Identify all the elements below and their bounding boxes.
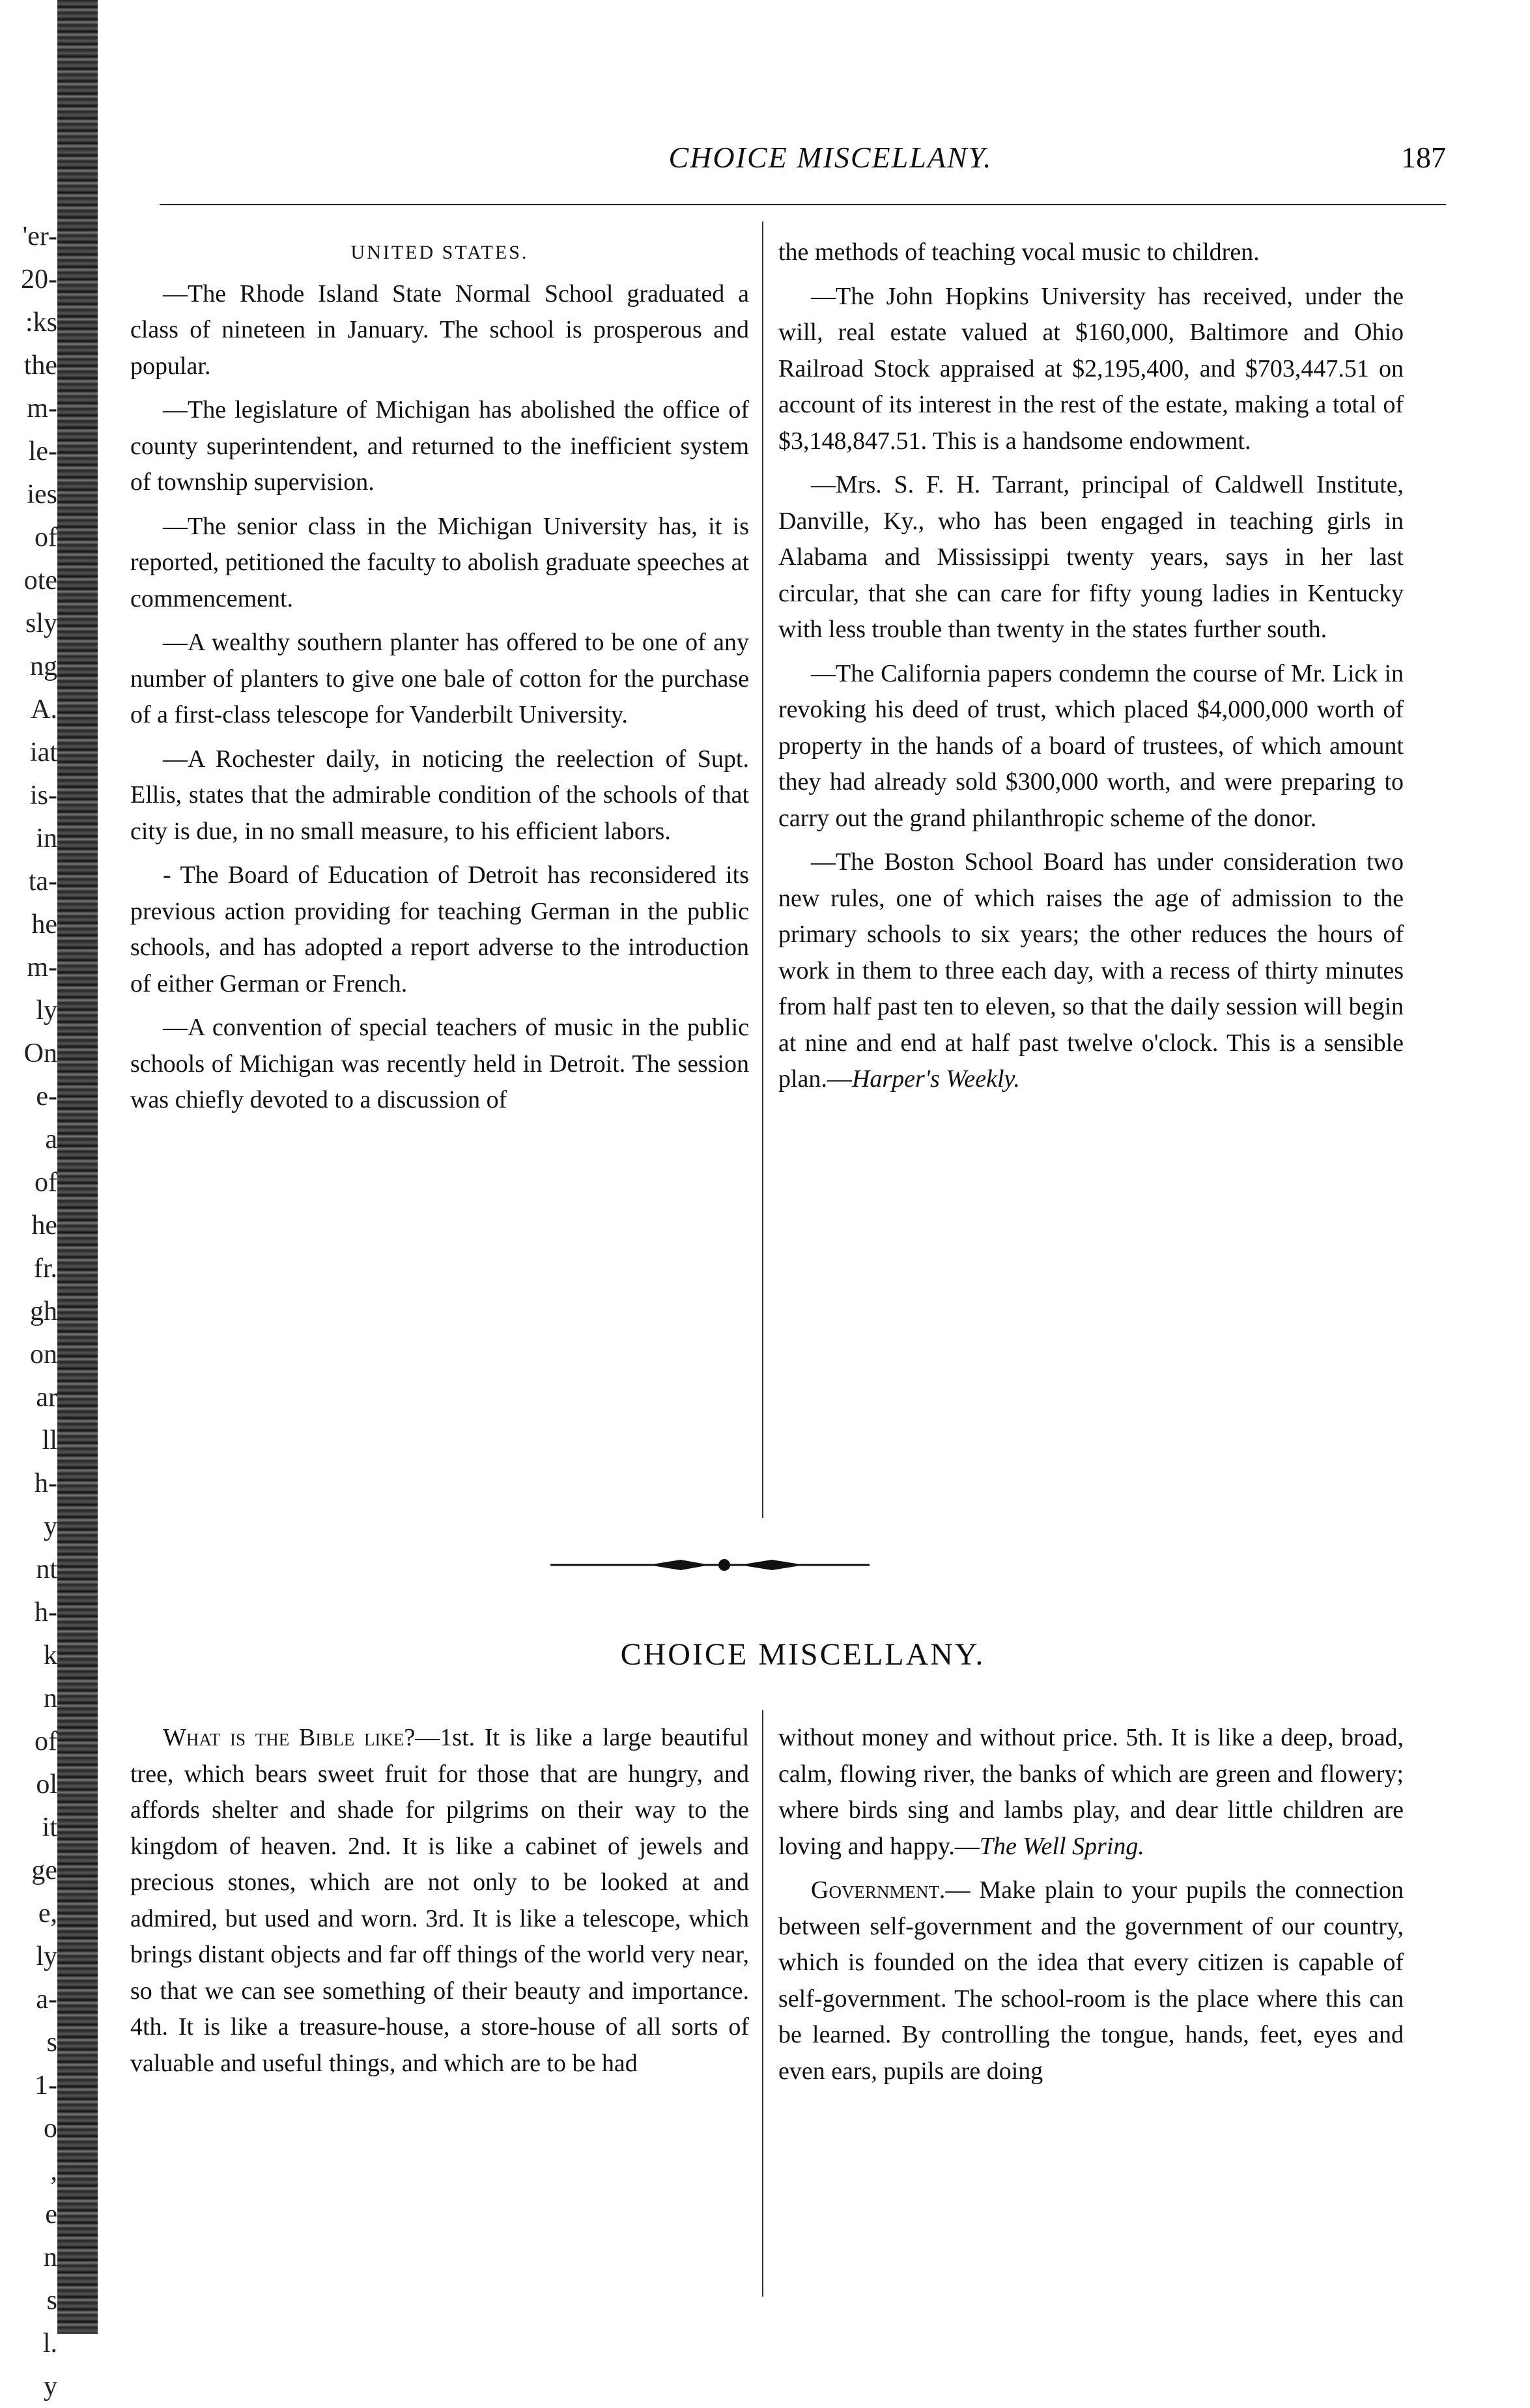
paragraph-lead: Government. bbox=[811, 1876, 946, 1904]
margin-fragment: o bbox=[44, 2114, 57, 2143]
essay-paragraph bbox=[778, 1872, 1404, 2089]
section-title: CHOICE MISCELLANY. bbox=[620, 1637, 985, 1672]
margin-fragment: A. bbox=[31, 695, 57, 724]
paragraph-text: — Make plain to your pupils the connection between self-government and the government of our country, which is founded on the idea that every citizen is capable of self-government. The school-room is the place where this can be learned. By controlling the tongue, hands, feet, eyes and even ears, pupils are doing bbox=[778, 1876, 1404, 2085]
left-margin-fragments bbox=[0, 215, 57, 2408]
margin-fragment: n bbox=[44, 2243, 57, 2272]
news-item: - The Board of Education of Detroit has reconsidered its previous action providing for teaching German in the public schools, and has adopted a report adverse to the introduction of either German or French. bbox=[130, 861, 749, 997]
header-rule bbox=[160, 204, 1446, 205]
news-item-text: —The Boston School Board has under consideration two new rules, one of which raises the age of admission to the primary schools to six years; the other reduces the hours of work in them to three each day, with a recess of thirty minutes from half past ten to eleven, so that the daily session will begin at nine and end at half past twelve o'clock. This is a sensible plan.— bbox=[778, 848, 1404, 1093]
margin-fragment: :ks bbox=[25, 308, 57, 337]
news-item: —The legislature of Michigan has abolished the office of county superintendent, and returned to the inefficient system of township supervision. bbox=[130, 396, 749, 496]
margin-fragment: a bbox=[45, 1125, 57, 1154]
margin-fragment: l. bbox=[42, 2329, 57, 2358]
citation: Harper's Weekly. bbox=[851, 1065, 1020, 1093]
margin-fragment: On bbox=[23, 1039, 57, 1068]
margin-fragment: ol bbox=[36, 1770, 57, 1799]
margin-fragment: of bbox=[35, 1168, 57, 1197]
news-item: —The Rhode Island State Normal School graduated a class of nineteen in January. The school is prosperous and popular. bbox=[130, 280, 749, 380]
essay-paragraph bbox=[130, 1720, 749, 2082]
margin-fragment: of bbox=[35, 1727, 57, 1756]
lower-right-column bbox=[778, 1720, 1404, 2097]
margin-fragment: he bbox=[31, 910, 57, 939]
margin-fragment: iat bbox=[30, 738, 57, 767]
margin-fragment: n bbox=[44, 1684, 57, 1713]
margin-fragment: , bbox=[50, 2157, 57, 2186]
news-item: —A convention of special teachers of music in the public schools of Michigan was recently held in Detroit. The session was chiefly devoted to a discussion of bbox=[130, 1014, 749, 1113]
margin-fragment: he bbox=[31, 1211, 57, 1240]
margin-fragment: it bbox=[42, 1813, 57, 1842]
margin-fragment: ge bbox=[31, 1856, 57, 1885]
margin-fragment: in bbox=[36, 824, 57, 853]
paragraph-text: —1st. It is like a large beautiful tree, which bears sweet fruit for those that are hungry, and affords shelter and shade for pilgrims on their way to the kingdom of heaven. 2nd. It is like a cabinet of jewels and precious stones, which are not only to be looked at and admired, but used and worn. 3rd. It is like a telescope, which brings distant objects and far off things of the world very near, so that we can see something of their beauty and importance. 4th. It is like a treasure-house, a store-house of all sorts of valuable and useful things, and which are to be had bbox=[130, 1724, 749, 2077]
margin-fragment: h- bbox=[35, 1469, 57, 1498]
news-item: —Mrs. S. F. H. Tarrant, principal of Caldwell Institute, Danville, Ky., who has been engaged in teaching girls in Alabama and Mississippi twenty years, says in her last circular, that she can care for fifty young ladies in Kentucky with less trouble than twenty in the states further south. bbox=[778, 471, 1404, 643]
margin-fragment: m- bbox=[27, 953, 57, 982]
margin-fragment: le- bbox=[28, 437, 57, 466]
margin-fragment: e- bbox=[36, 1082, 57, 1111]
margin-fragment: of bbox=[35, 523, 57, 552]
lower-column-divider bbox=[762, 1710, 763, 2297]
margin-fragment: h- bbox=[35, 1598, 57, 1627]
book-spine-binding bbox=[57, 0, 98, 2334]
margin-fragment: ng bbox=[30, 652, 57, 681]
margin-fragment: e, bbox=[38, 1899, 57, 1928]
ornament-divider-icon bbox=[550, 1556, 870, 1574]
margin-fragment: m- bbox=[27, 394, 57, 423]
margin-fragment: gh bbox=[30, 1297, 57, 1326]
margin-fragment: ar bbox=[36, 1383, 57, 1412]
continuation-text: without money and without price. 5th. It is like a deep, broad, calm, flowing river, the banks of which are green and flowery; where birds sing and lambs play, and dear little children are loving and happy.— bbox=[778, 1724, 1404, 1860]
margin-fragment: fr. bbox=[33, 1254, 57, 1283]
margin-fragment: e bbox=[45, 2200, 57, 2229]
upper-left-column bbox=[130, 235, 749, 1126]
news-item: —The senior class in the Michigan University has, it is reported, petitioned the faculty to abolish graduate speeches at commencement. bbox=[130, 512, 749, 612]
margin-fragment: 1- bbox=[35, 2071, 57, 2100]
section-heading-united-states: UNITED STATES. bbox=[350, 242, 529, 263]
continuation-paragraph bbox=[778, 1720, 1404, 1865]
margin-fragment: y bbox=[44, 2372, 57, 2401]
margin-fragment: s bbox=[46, 2028, 57, 2057]
news-item: —The California papers condemn the course of Mr. Lick in revoking his deed of trust, which placed $4,000,000 worth of property in the hands of a board of trustees, of which amount they had already sold $300,000 worth, and were preparing to carry out the grand philanthropic scheme of the donor. bbox=[778, 659, 1404, 832]
margin-fragment: ies bbox=[27, 480, 57, 509]
margin-fragment: on bbox=[30, 1340, 57, 1369]
margin-fragment: k bbox=[44, 1641, 57, 1670]
page-number: 187 bbox=[1401, 141, 1446, 174]
page-header bbox=[160, 140, 1446, 186]
news-item: —A Rochester daily, in noticing the reelection of Supt. Ellis, states that the admirable condition of the schools of that city is due, in no small measure, to his efficient labors. bbox=[130, 745, 749, 845]
upper-column-divider bbox=[762, 222, 763, 1518]
paragraph-lead: What is the Bible like? bbox=[163, 1724, 416, 1751]
citation: The Well Spring. bbox=[979, 1832, 1144, 1860]
margin-fragment: ote bbox=[23, 566, 57, 595]
upper-right-column bbox=[778, 235, 1404, 1106]
margin-fragment: sly bbox=[25, 609, 57, 638]
margin-fragment: 'er- bbox=[22, 222, 57, 251]
margin-fragment: 20- bbox=[21, 265, 57, 294]
margin-fragment: ta- bbox=[28, 867, 57, 896]
lower-left-column bbox=[130, 1720, 749, 2089]
continuation-text: the methods of teaching vocal music to children. bbox=[778, 238, 1260, 266]
margin-fragment: ll bbox=[42, 1426, 57, 1455]
margin-fragment: s bbox=[46, 2286, 57, 2315]
news-item: —The John Hopkins University has received, under the will, real estate valued at $160,000, Baltimore and Ohio Railroad Stock appraised at $2,195,400, and $703,447.51 on account of its interest in the rest of the estate, making a total of $3,148,847.51. This is a handsome endowment. bbox=[778, 282, 1404, 455]
news-item: —A wealthy southern planter has offered to be one of any number of planters to give one bale of cotton for the purchase of a first-class telescope for Vanderbilt University. bbox=[130, 629, 749, 728]
margin-fragment: y bbox=[44, 1512, 57, 1541]
news-item bbox=[778, 844, 1404, 1098]
running-head: CHOICE MISCELLANY. bbox=[668, 141, 993, 174]
margin-fragment: the bbox=[23, 351, 57, 380]
margin-fragment: a- bbox=[36, 1985, 57, 2014]
margin-fragment: is- bbox=[30, 781, 57, 810]
margin-fragment: ly bbox=[36, 996, 57, 1025]
margin-fragment: ly bbox=[36, 1942, 57, 1971]
margin-fragment: nt bbox=[36, 1555, 57, 1584]
